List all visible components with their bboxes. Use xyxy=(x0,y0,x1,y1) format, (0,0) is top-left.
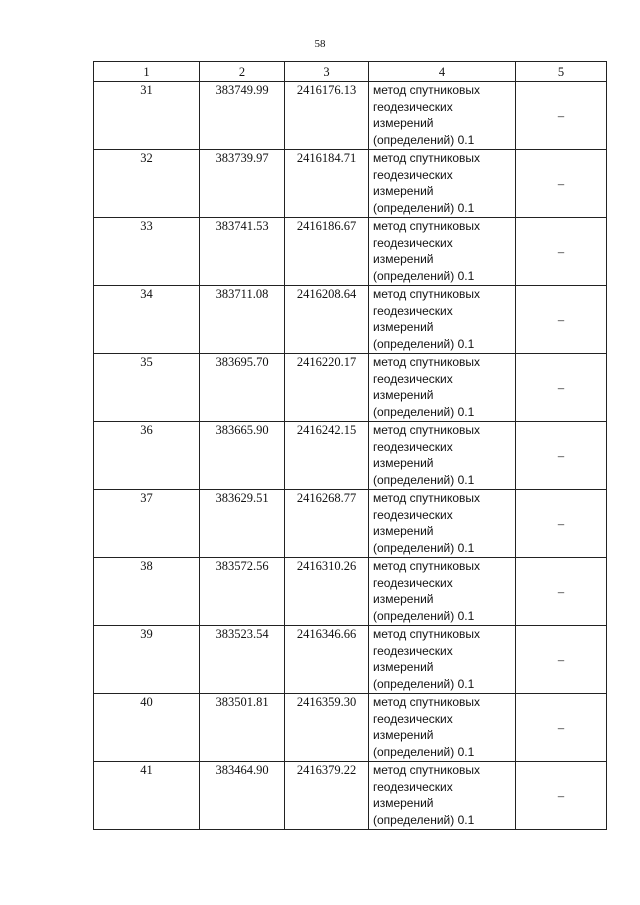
point-number-cell: 37 xyxy=(94,490,200,558)
method-text-line: метод спутниковых xyxy=(373,355,481,369)
method-text-line: геодезических xyxy=(373,779,453,794)
y-coordinate-cell: 2416176.13 xyxy=(285,82,369,150)
x-coordinate-cell: 383711.08 xyxy=(200,286,285,354)
method-text-line: метод спутниковых xyxy=(373,559,481,573)
table-row xyxy=(94,626,607,694)
method-text-line: метод спутниковых xyxy=(373,763,481,777)
point-number-cell: 34 xyxy=(94,286,200,354)
method-text-line: измерений xyxy=(373,388,434,402)
description-cell: – xyxy=(516,762,607,830)
column-header: 4 xyxy=(369,62,516,82)
method-cell xyxy=(369,286,516,354)
point-number-cell: 36 xyxy=(94,422,200,490)
method-text-line: метод спутниковых xyxy=(373,695,481,709)
method-text-line: (определений) 0.1 xyxy=(373,336,475,351)
description-cell: – xyxy=(516,626,607,694)
table-row xyxy=(94,218,607,286)
x-coordinate-cell: 383629.51 xyxy=(200,490,285,558)
y-coordinate-cell: 2416208.64 xyxy=(285,286,369,354)
method-text-line: метод спутниковых xyxy=(373,287,481,301)
y-coordinate-cell: 2416346.66 xyxy=(285,626,369,694)
method-text-line: метод спутниковых xyxy=(373,219,481,233)
method-text-line: (определений) 0.1 xyxy=(373,200,475,215)
method-text-line: измерений xyxy=(373,660,434,674)
method-text-line: (определений) 0.1 xyxy=(373,132,475,147)
table-row xyxy=(94,422,607,490)
point-number-cell: 35 xyxy=(94,354,200,422)
column-header: 2 xyxy=(200,62,285,82)
method-text-line: геодезических xyxy=(373,575,453,590)
table-row xyxy=(94,762,607,830)
method-cell xyxy=(369,626,516,694)
method-text-line: измерений xyxy=(373,252,434,266)
description-cell: – xyxy=(516,82,607,150)
method-text-line: метод спутниковых xyxy=(373,423,481,437)
method-text-line: (определений) 0.1 xyxy=(373,472,475,487)
point-number-cell: 31 xyxy=(94,82,200,150)
description-cell: – xyxy=(516,490,607,558)
column-header: 3 xyxy=(285,62,369,82)
method-text-line: метод спутниковых xyxy=(373,151,481,165)
method-text-line: (определений) 0.1 xyxy=(373,268,475,283)
point-number-cell: 40 xyxy=(94,694,200,762)
method-text-line: (определений) 0.1 xyxy=(373,676,475,691)
method-cell xyxy=(369,490,516,558)
y-coordinate-cell: 2416186.67 xyxy=(285,218,369,286)
method-text-line: (определений) 0.1 xyxy=(373,540,475,555)
description-cell: – xyxy=(516,150,607,218)
description-cell: – xyxy=(516,694,607,762)
method-cell xyxy=(369,558,516,626)
x-coordinate-cell: 383749.99 xyxy=(200,82,285,150)
description-cell: – xyxy=(516,558,607,626)
method-cell xyxy=(369,762,516,830)
y-coordinate-cell: 2416184.71 xyxy=(285,150,369,218)
method-text-line: геодезических xyxy=(373,99,453,114)
x-coordinate-cell: 383665.90 xyxy=(200,422,285,490)
method-text-line: геодезических xyxy=(373,439,453,454)
method-text-line: геодезических xyxy=(373,643,453,658)
table-row xyxy=(94,558,607,626)
method-text-line: метод спутниковых xyxy=(373,83,481,97)
method-text-line: измерений xyxy=(373,728,434,742)
method-text-line: измерений xyxy=(373,592,434,606)
method-text-line: геодезических xyxy=(373,371,453,386)
method-cell xyxy=(369,218,516,286)
table-row xyxy=(94,694,607,762)
method-text-line: измерений xyxy=(373,456,434,470)
y-coordinate-cell: 2416242.15 xyxy=(285,422,369,490)
x-coordinate-cell: 383695.70 xyxy=(200,354,285,422)
y-coordinate-cell: 2416310.26 xyxy=(285,558,369,626)
description-cell: – xyxy=(516,354,607,422)
method-text-line: измерений xyxy=(373,320,434,334)
method-text-line: (определений) 0.1 xyxy=(373,744,475,759)
point-number-cell: 39 xyxy=(94,626,200,694)
y-coordinate-cell: 2416220.17 xyxy=(285,354,369,422)
method-cell xyxy=(369,82,516,150)
x-coordinate-cell: 383572.56 xyxy=(200,558,285,626)
method-text-line: (определений) 0.1 xyxy=(373,812,475,827)
page-number: 58 xyxy=(314,38,326,50)
table-row xyxy=(94,150,607,218)
method-cell xyxy=(369,422,516,490)
method-cell xyxy=(369,354,516,422)
method-text-line: измерений xyxy=(373,524,434,538)
method-text-line: геодезических xyxy=(373,167,453,182)
method-text-line: измерений xyxy=(373,796,434,810)
point-number-cell: 38 xyxy=(94,558,200,626)
method-text-line: (определений) 0.1 xyxy=(373,404,475,419)
table-header-row xyxy=(94,62,607,82)
method-text-line: геодезических xyxy=(373,507,453,522)
point-number-cell: 41 xyxy=(94,762,200,830)
x-coordinate-cell: 383464.90 xyxy=(200,762,285,830)
y-coordinate-cell: 2416359.30 xyxy=(285,694,369,762)
method-text-line: метод спутниковых xyxy=(373,627,481,641)
table-row xyxy=(94,286,607,354)
column-header: 1 xyxy=(94,62,200,82)
description-cell: – xyxy=(516,422,607,490)
method-cell xyxy=(369,150,516,218)
point-number-cell: 32 xyxy=(94,150,200,218)
y-coordinate-cell: 2416268.77 xyxy=(285,490,369,558)
description-cell: – xyxy=(516,218,607,286)
method-text-line: геодезических xyxy=(373,711,453,726)
description-cell: – xyxy=(516,286,607,354)
point-number-cell: 33 xyxy=(94,218,200,286)
method-text-line: метод спутниковых xyxy=(373,491,481,505)
x-coordinate-cell: 383523.54 xyxy=(200,626,285,694)
x-coordinate-cell: 383501.81 xyxy=(200,694,285,762)
method-text-line: геодезических xyxy=(373,303,453,318)
method-text-line: измерений xyxy=(373,184,434,198)
table-row xyxy=(94,354,607,422)
method-cell xyxy=(369,694,516,762)
x-coordinate-cell: 383739.97 xyxy=(200,150,285,218)
table-row xyxy=(94,490,607,558)
column-header: 5 xyxy=(516,62,607,82)
x-coordinate-cell: 383741.53 xyxy=(200,218,285,286)
y-coordinate-cell: 2416379.22 xyxy=(285,762,369,830)
method-text-line: (определений) 0.1 xyxy=(373,608,475,623)
method-text-line: геодезических xyxy=(373,235,453,250)
coordinates-table xyxy=(93,61,607,830)
table-row xyxy=(94,82,607,150)
method-text-line: измерений xyxy=(373,116,434,130)
